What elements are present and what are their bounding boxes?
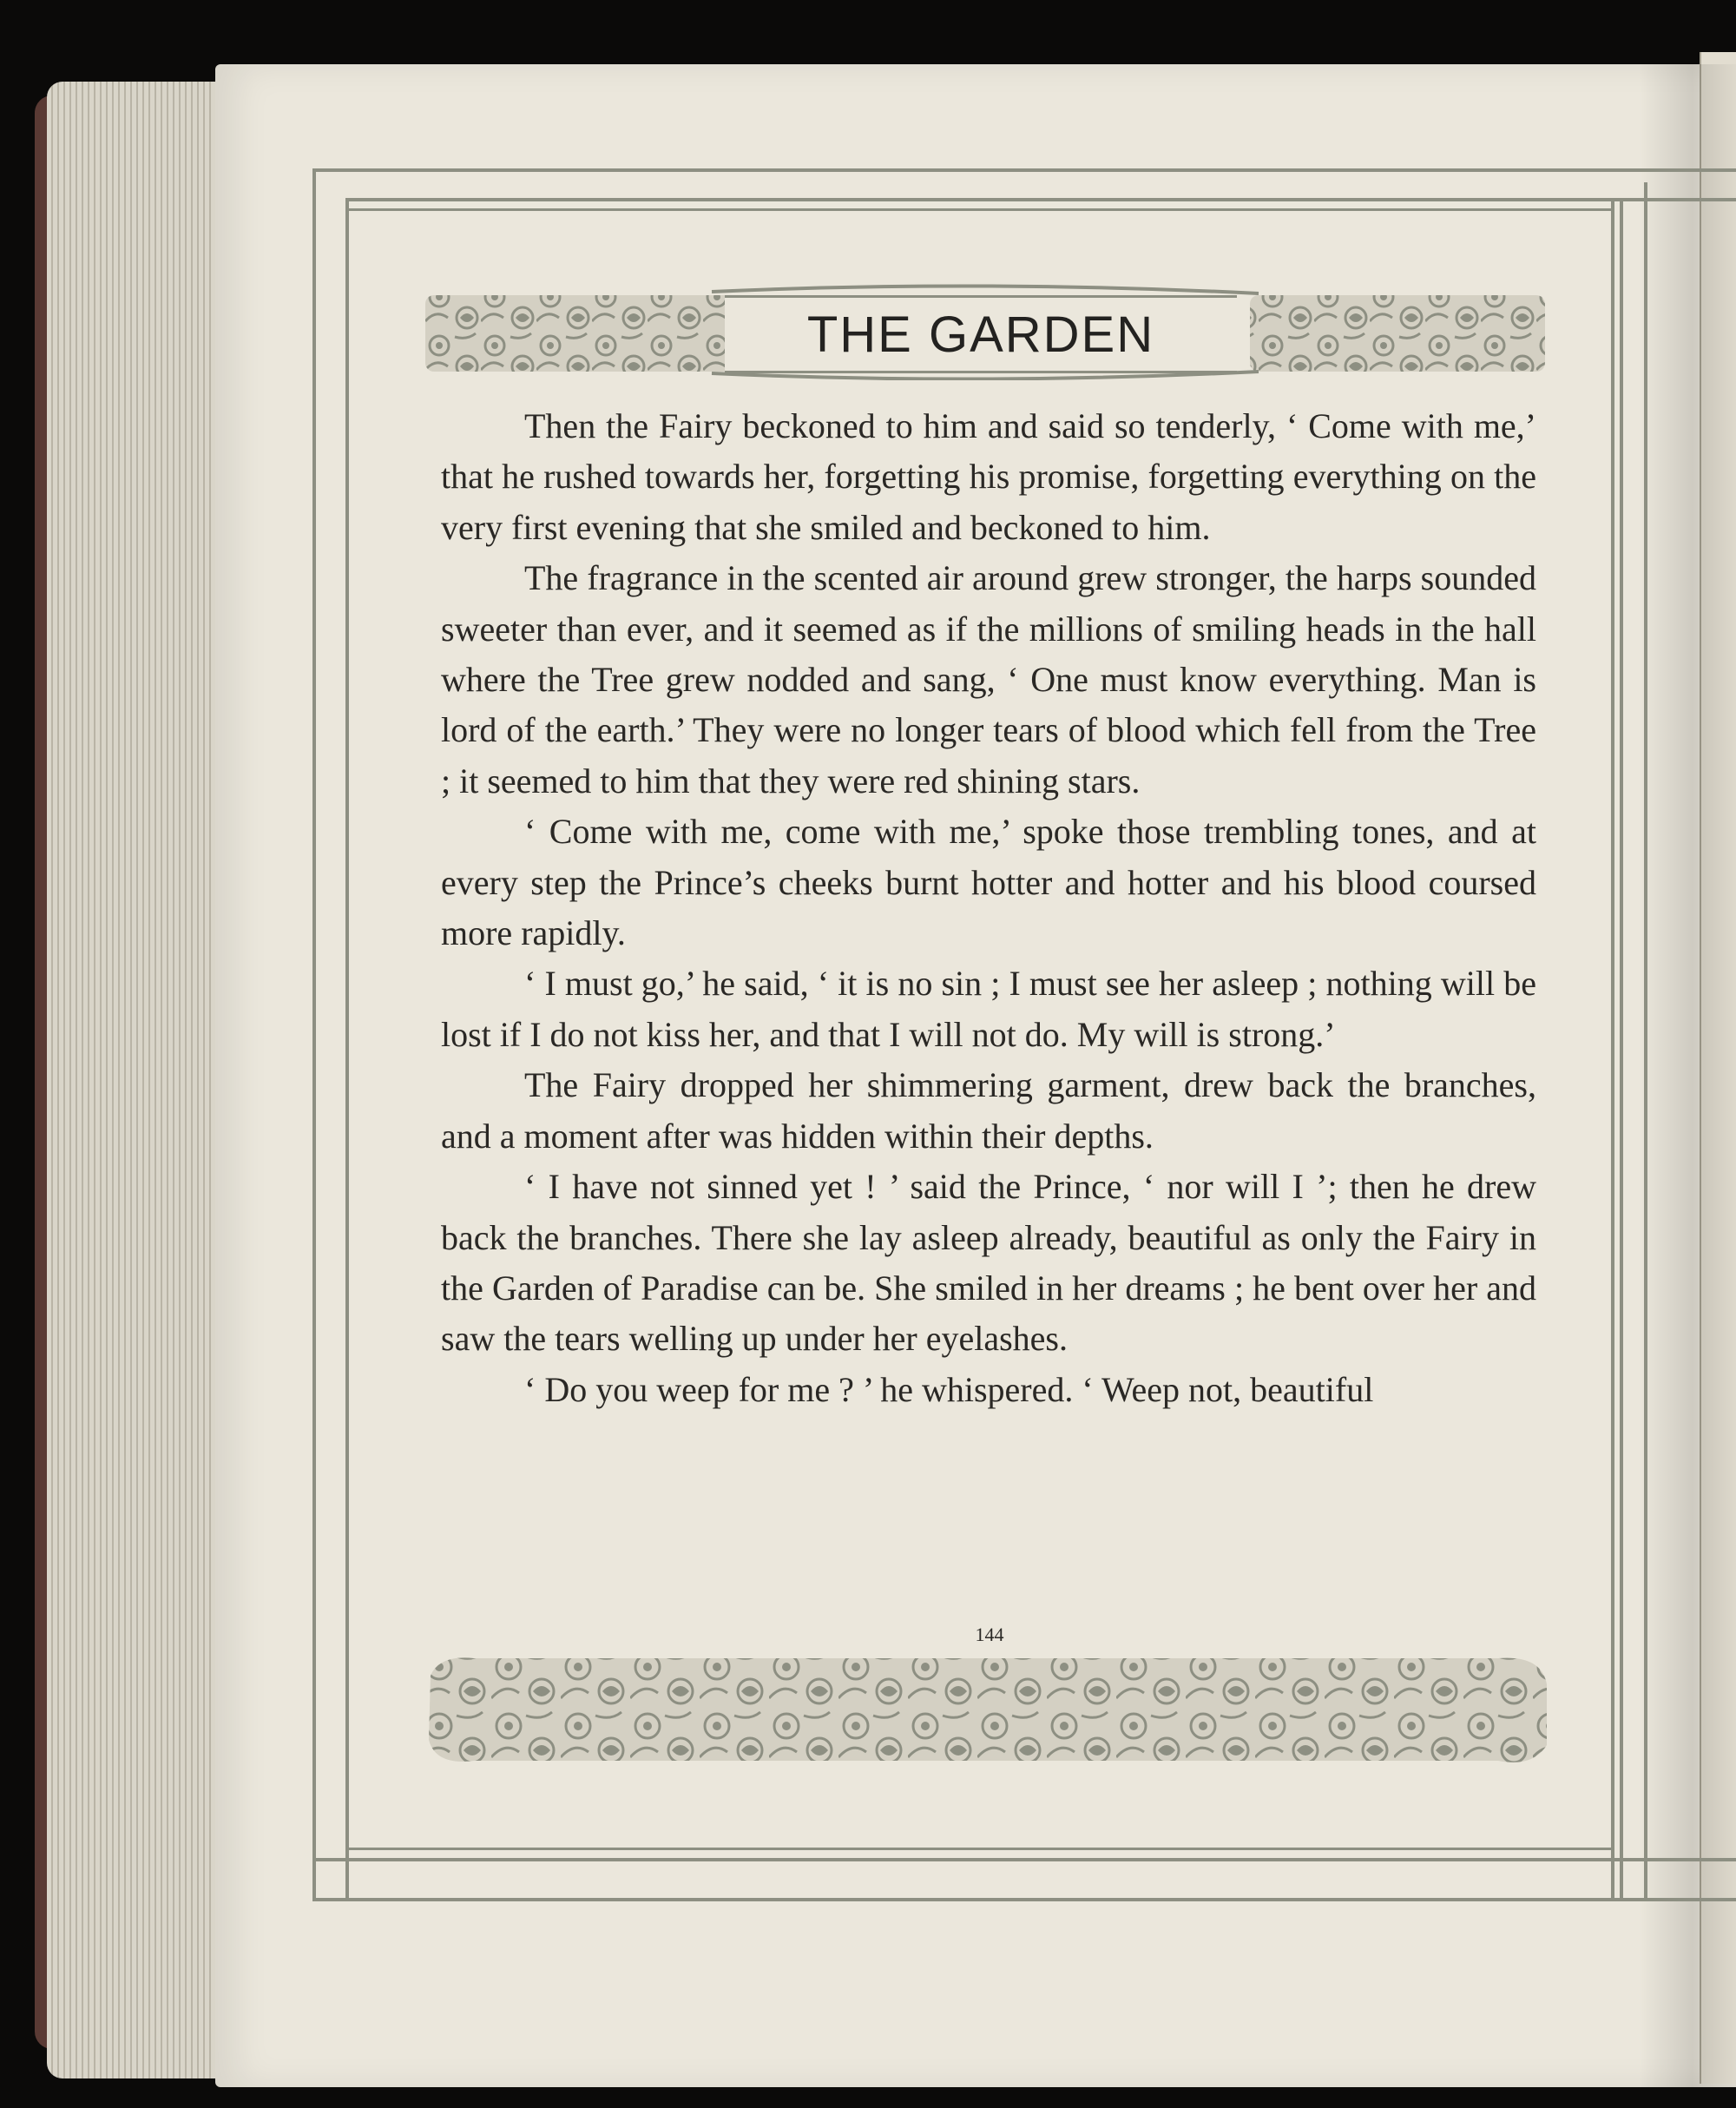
paragraph: The Fairy dropped her shimmering garment, drew back the branches, and a moment after was hidden within their depths. bbox=[441, 1065, 1536, 1156]
floral-ornament-icon bbox=[422, 1650, 1552, 1769]
bottom-ornament bbox=[422, 1650, 1552, 1774]
title-plate bbox=[725, 295, 1237, 373]
page-edges bbox=[47, 82, 220, 2078]
body-text bbox=[441, 401, 1536, 1415]
paragraph: Then the Fairy beckoned to him and said so tenderly, ‘ Come with me,’ that he rushed towards her, forgetting his promise, forgetting everything on the very first evening that she smiled and beckoned to him. bbox=[441, 406, 1536, 547]
paragraph: ‘ Come with me, come with me,’ spoke those trembling tones, and at every step the Prince’s cheeks burnt hotter and hotter and his blood coursed more rapidly. bbox=[441, 812, 1536, 953]
title-banner bbox=[425, 283, 1545, 380]
page-number: 144 bbox=[975, 1624, 1004, 1645]
page-title: THE GARDEN bbox=[806, 306, 1155, 363]
paragraph: The fragrance in the scented air around grew stronger, the harps sounded sweeter than ever, and it seemed as if the millions of smiling heads in the hall where the Tree grew nodded and sang, ‘ One must know everything. Man is lord of the earth.’ They were no longer tears of blood which fell from the Tree ; it seemed to him that they were red shining stars. bbox=[441, 558, 1536, 800]
paragraph: ‘ I must go,’ he said, ‘ it is no sin ; I must see her asleep ; nothing will be lost if I do not kiss her, and that I will not do. My will is strong.’ bbox=[441, 964, 1536, 1054]
paragraph: ‘ I have not sinned yet ! ’ said the Prince, ‘ nor will I ’; then he drew back the branches. There she lay asleep already, beautiful as only the Fairy in the Garden of Paradise can be. She smiled in her dreams ; he bent over her and saw the tears welling up under her eyelashes. bbox=[441, 1167, 1536, 1359]
paragraph: ‘ Do you weep for me ? ’ he whispered. ‘ Weep not, beautiful bbox=[524, 1369, 1374, 1409]
gutter-shadow bbox=[1639, 64, 1736, 2087]
